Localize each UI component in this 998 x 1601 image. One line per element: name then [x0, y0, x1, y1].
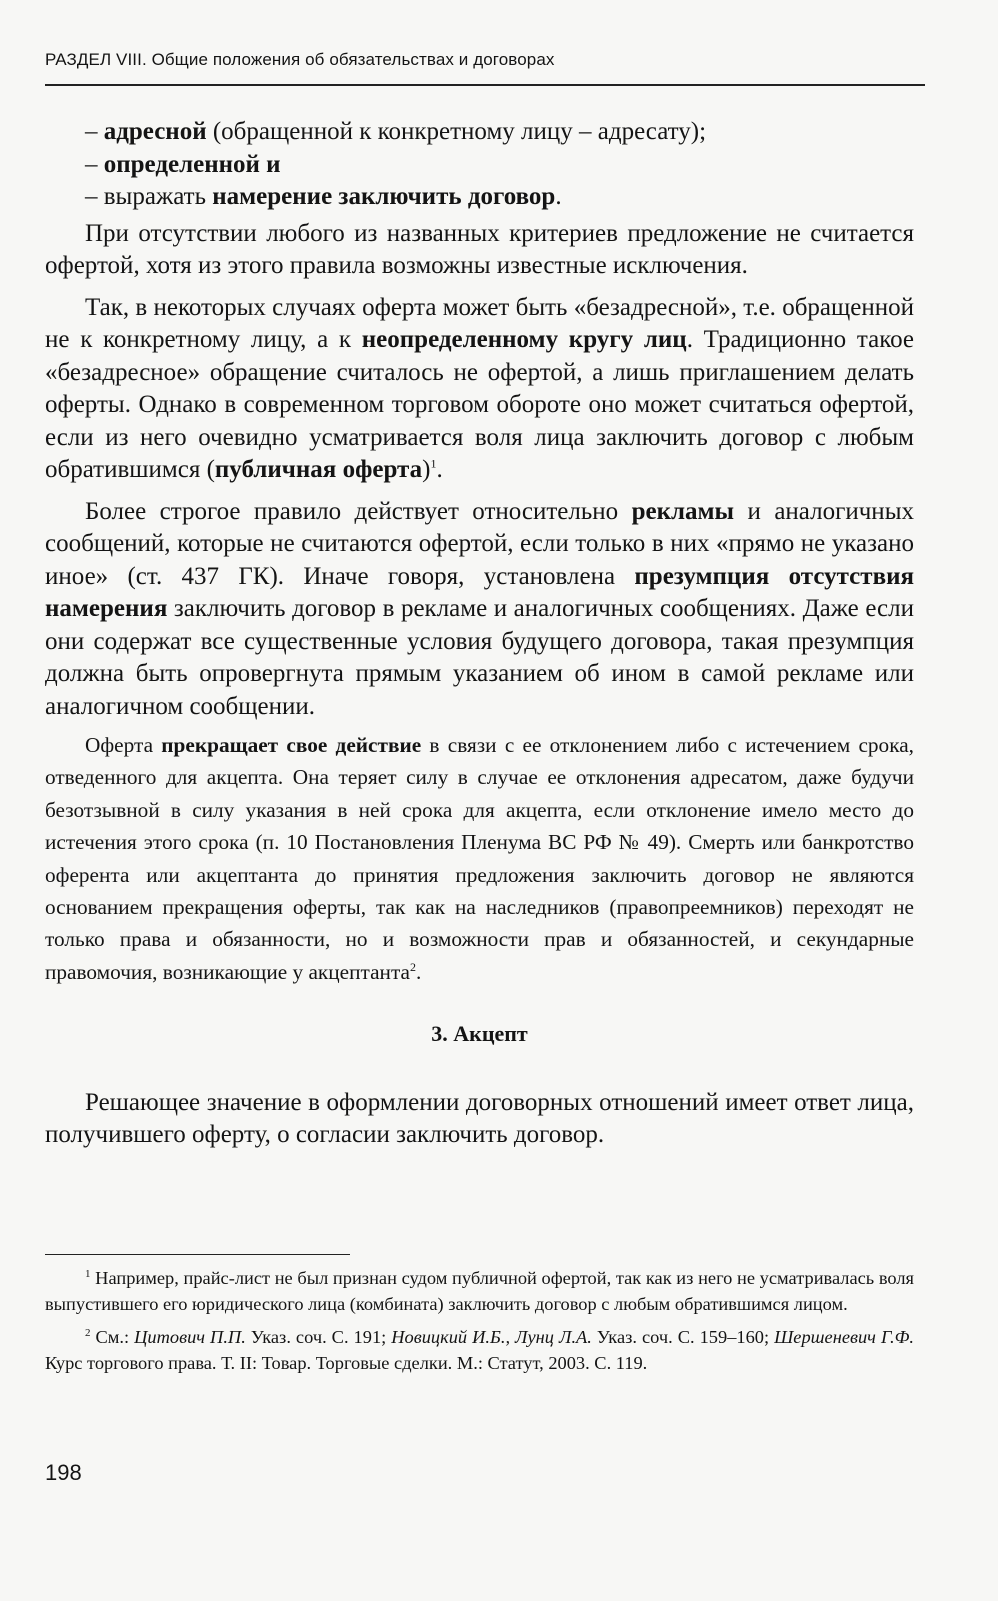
bold-term: неопределенному кругу лиц: [361, 326, 687, 353]
bold-term: рекламы: [631, 497, 735, 525]
paragraph: При отсутствии любого из названных критериев предложение не считается офертой, хотя из этого правила возможны известные исключения.: [45, 219, 914, 279]
paragraph: Более строгое правило действует относительно рекламы и аналогичных сообщений, которые не считаются офертой, если только в них «прямо не указано иное» (ст. 437 ГК). Иначе говоря, установлена презумпция отсутствия намерения заключить договор в рекламе и аналогичных сообщениях. Даже если они содержат все существенные условия будущего договора, такая презумпция должна быть опровергнута прямым указанием об ином в самой рекламе или аналогичном сообщении.: [45, 497, 914, 720]
author-name: Цитович П.П.: [134, 1327, 246, 1347]
small-print-block: [45, 729, 914, 988]
bold-term: намерение заключить договор: [212, 183, 556, 210]
bold-term: определенной и: [103, 150, 281, 178]
header-rule: [45, 84, 925, 86]
footnote-number: 2: [85, 1326, 91, 1339]
running-head: РАЗДЕЛ VIII. Общие положения об обязательствах и договорах: [45, 50, 555, 69]
author-name: Шершеневич Г.Ф.: [774, 1327, 915, 1347]
main-text: [45, 116, 914, 1152]
paragraph: Оферта прекращает свое действие в связи с ее отклонением либо с истечением срока, отведенного для акцепта. Она теряет силу в случае ее отклонения адресатом, даже будучи безотзывной в силу указания в ней срока для акцепта, если отклонение имело место до истечения этого срока (п. 10 Постановления Пленума ВС РФ № 49). Смерть или банкротство оферента или акцептанта до принятия предложения заключить договор не являются основанием прекращения оферты, так как на наследников (правопреемников) переходят не только права и обязанности, но и возможности прав и обязанностей, и секундарные правомочия, возникающие у акцептанта$^2$.: [45, 733, 914, 984]
paragraph: Решающее значение в оформлении договорных отношений имеет ответ лица, получившего оферту, о согласии заключить договор.: [45, 1088, 914, 1149]
footnote: $^2$ См.: Цитович П.П. Указ. соч. С. 191; Новицкий И.Б., Лунц Л.А. Указ. соч. С. 159–160; Шершеневич Г.Ф. Курс торгового права. Т. II: Товар. Торговые сделки. М.: Статут, 2003. С. 119.: [45, 1326, 915, 1373]
list-item: – выражать намерение заключить договор.: [85, 183, 562, 210]
footnote: $^1$ Например, прайс-лист не был признан судом публичной офертой, так как из него не усматривалась воля выпустившего его юридического лица (комбината) заключить договор с любым обратившимся лицом.: [45, 1267, 914, 1314]
list-item: – адресной (обращенной к конкретному лицу – адресату);: [85, 118, 707, 145]
paragraph: Так, в некоторых случаях оферта может быть «безадресной», т.е. обращенной не к конкретному лицу, а к неопределенному кругу лиц. Традиционно такое «безадресное» обращение считалось не офертой, а лишь приглашением делать оферты. Однако в современном торговом обороте оно может считаться офертой, если из него очевидно усматривается воля лица заключить договор с любым обратившимся (публичная оферта)$^1$.: [45, 293, 914, 483]
footnote-ref[interactable]: 2: [409, 959, 416, 974]
author-name: Новицкий И.Б., Лунц Л.А.: [391, 1327, 592, 1347]
bold-term: презумпция отсутствия намерения: [45, 562, 914, 622]
section-heading: 3. Акцепт: [431, 1021, 528, 1047]
footnote-number: 1: [85, 1267, 91, 1280]
bold-term: прекращает свое действие: [161, 733, 422, 757]
bold-term: публичная оферта: [214, 456, 423, 483]
footnote-rule: [45, 1254, 350, 1255]
page-number: 198: [45, 1460, 82, 1485]
footnotes: [45, 1266, 914, 1384]
footnote-ref[interactable]: 1: [430, 456, 437, 471]
bold-term: адресной: [103, 118, 207, 145]
list-item: – определенной и: [85, 150, 281, 178]
